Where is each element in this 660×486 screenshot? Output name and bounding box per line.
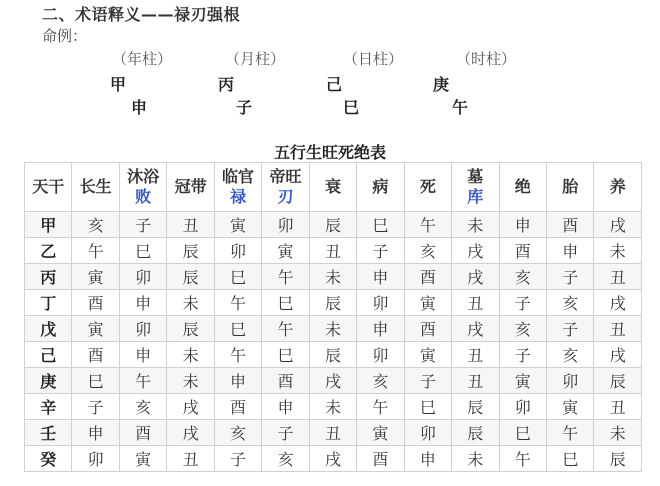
stem-cell: 乙 (25, 238, 72, 264)
table-cell: 戌 (452, 264, 499, 290)
table-cell: 卯 (119, 264, 166, 290)
header-main: 帝旺 (269, 167, 302, 186)
table-cell: 辰 (452, 394, 499, 420)
stem-cell: 辛 (25, 394, 72, 420)
table-cell: 寅 (214, 212, 261, 238)
pillar-label-hour: （时柱） (456, 50, 517, 68)
table-cell: 丑 (594, 316, 642, 342)
header-main: 沐浴 (127, 167, 160, 186)
table-cell: 子 (262, 420, 309, 446)
table-cell: 未 (594, 420, 642, 446)
table-cell: 申 (72, 420, 119, 446)
table-cell: 亥 (499, 264, 546, 290)
table-cell: 丑 (452, 290, 499, 316)
stem-cell: 庚 (25, 368, 72, 394)
table-cell: 午 (214, 290, 261, 316)
table-cell: 申 (262, 394, 309, 420)
pillar-stem-day: 己 (326, 75, 343, 94)
table-cell: 戌 (167, 420, 214, 446)
table-cell: 子 (404, 368, 451, 394)
table-cell: 寅 (404, 290, 451, 316)
table-row (25, 342, 642, 368)
header-cell (309, 163, 356, 212)
table-cell: 戌 (309, 368, 356, 394)
table-cell: 卯 (72, 446, 119, 472)
table-cell: 午 (214, 342, 261, 368)
example-label: 命例： (42, 27, 88, 45)
table-cell: 巳 (404, 394, 451, 420)
table-cell: 辰 (167, 316, 214, 342)
table-cell: 申 (357, 264, 404, 290)
header-cell (357, 163, 404, 212)
stem-cell: 甲 (25, 212, 72, 238)
table-cell: 巳 (214, 316, 261, 342)
header-sub: 败 (135, 187, 152, 206)
table-cell: 辰 (309, 342, 356, 368)
table-cell: 巳 (546, 446, 593, 472)
header-sub: 刃 (277, 187, 294, 206)
table-cell: 子 (357, 238, 404, 264)
pillar-branch-hour: 午 (452, 98, 469, 117)
table-cell: 亥 (119, 394, 166, 420)
table-cell: 丑 (452, 342, 499, 368)
table-cell: 丑 (594, 264, 642, 290)
header-main: 养 (609, 177, 626, 196)
table-cell: 亥 (262, 446, 309, 472)
table-cell: 戌 (452, 238, 499, 264)
pillar-label-month: （月柱） (225, 50, 286, 68)
header-main: 冠带 (174, 177, 207, 196)
table-cell: 丑 (594, 394, 642, 420)
table-cell: 寅 (262, 238, 309, 264)
table-cell: 亥 (357, 368, 404, 394)
table-cell: 丑 (452, 368, 499, 394)
header-main: 长生 (79, 177, 112, 196)
table-cell: 亥 (404, 238, 451, 264)
table-cell: 亥 (72, 212, 119, 238)
table-cell: 戌 (594, 290, 642, 316)
header-main: 临官 (222, 167, 255, 186)
pillar-branch-day: 巳 (343, 98, 360, 117)
table-cell: 辰 (167, 238, 214, 264)
table-cell: 卯 (214, 238, 261, 264)
table-cell: 子 (546, 316, 593, 342)
table-cell: 未 (452, 212, 499, 238)
pillar-label-year: （年柱） (112, 50, 173, 68)
table-cell: 丑 (309, 420, 356, 446)
table-cell: 申 (404, 446, 451, 472)
table-cell: 寅 (546, 394, 593, 420)
table-cell: 酉 (214, 394, 261, 420)
table-cell: 巳 (357, 212, 404, 238)
header-cell (594, 163, 642, 212)
table-row (25, 212, 642, 238)
header-row (25, 163, 642, 212)
header-main: 死 (419, 177, 436, 196)
header-main: 胎 (562, 177, 579, 196)
stem-cell: 丁 (25, 290, 72, 316)
table-row (25, 368, 642, 394)
header-cell (167, 163, 214, 212)
table-cell: 辰 (594, 368, 642, 394)
five-elements-table (24, 162, 642, 472)
table-cell: 巳 (262, 290, 309, 316)
table-cell: 亥 (214, 420, 261, 446)
table-cell: 申 (499, 212, 546, 238)
header-cell (452, 163, 499, 212)
table-cell: 未 (309, 394, 356, 420)
table-cell: 午 (119, 368, 166, 394)
table-cell: 戌 (452, 316, 499, 342)
table-cell: 午 (404, 212, 451, 238)
table-cell: 午 (546, 420, 593, 446)
table-cell: 亥 (499, 316, 546, 342)
table-cell: 卯 (404, 420, 451, 446)
table-cell: 辰 (452, 420, 499, 446)
table-cell: 酉 (404, 264, 451, 290)
table-cell: 寅 (72, 316, 119, 342)
table-row (25, 238, 642, 264)
header-cell (25, 163, 72, 212)
table-cell: 未 (167, 342, 214, 368)
table-cell: 寅 (404, 342, 451, 368)
table-cell: 辰 (309, 290, 356, 316)
header-cell (214, 163, 261, 212)
table-cell: 寅 (119, 446, 166, 472)
table-cell: 巳 (214, 264, 261, 290)
table-cell: 辰 (594, 446, 642, 472)
table-cell: 卯 (357, 342, 404, 368)
header-cell (72, 163, 119, 212)
table-cell: 酉 (262, 368, 309, 394)
table-cell: 丑 (167, 446, 214, 472)
table-cell: 戌 (309, 446, 356, 472)
header-cell (262, 163, 309, 212)
header-cell (404, 163, 451, 212)
header-main: 绝 (514, 177, 531, 196)
header-cell (119, 163, 166, 212)
table-cell: 寅 (499, 368, 546, 394)
header-sub: 库 (467, 187, 484, 206)
table-cell: 酉 (72, 342, 119, 368)
table-cell: 卯 (119, 316, 166, 342)
table-cell: 申 (119, 342, 166, 368)
table-cell: 午 (262, 264, 309, 290)
table-cell: 卯 (499, 394, 546, 420)
table-cell: 戌 (594, 342, 642, 368)
table-cell: 酉 (357, 446, 404, 472)
table-cell: 酉 (72, 290, 119, 316)
table-title: 五行生旺死绝表 (273, 143, 386, 162)
table-cell: 子 (214, 446, 261, 472)
header-cell (546, 163, 593, 212)
header-main: 墓 (467, 167, 484, 186)
header-main: 衰 (324, 177, 341, 196)
table-cell: 寅 (357, 420, 404, 446)
table-cell: 酉 (404, 316, 451, 342)
table-cell: 巳 (72, 368, 119, 394)
table-row (25, 446, 642, 472)
stem-cell: 丙 (25, 264, 72, 290)
table-cell: 亥 (546, 342, 593, 368)
stem-cell: 壬 (25, 420, 72, 446)
table-cell: 子 (72, 394, 119, 420)
table-cell: 未 (309, 316, 356, 342)
table-cell: 巳 (262, 342, 309, 368)
header-cell (499, 163, 546, 212)
pillar-stem-hour: 庚 (433, 75, 450, 94)
table-cell: 申 (357, 316, 404, 342)
table-cell: 申 (119, 290, 166, 316)
table-cell: 午 (72, 238, 119, 264)
table-cell: 子 (499, 290, 546, 316)
header-main: 病 (372, 177, 389, 196)
table-cell: 子 (499, 342, 546, 368)
table-cell: 未 (594, 238, 642, 264)
table-row (25, 420, 642, 446)
stem-cell: 己 (25, 342, 72, 368)
table-cell: 午 (357, 394, 404, 420)
table-row (25, 316, 642, 342)
table-cell: 辰 (167, 264, 214, 290)
pillar-stem-month: 丙 (218, 75, 235, 94)
table-cell: 酉 (499, 238, 546, 264)
table-cell: 子 (546, 264, 593, 290)
table-cell: 卯 (262, 212, 309, 238)
table-cell: 辰 (309, 212, 356, 238)
table-row (25, 264, 642, 290)
table-cell: 丑 (309, 238, 356, 264)
table-cell: 亥 (546, 290, 593, 316)
stem-cell: 癸 (25, 446, 72, 472)
table-cell: 酉 (119, 420, 166, 446)
table-cell: 午 (499, 446, 546, 472)
pillar-branch-year: 申 (131, 98, 148, 117)
table-cell: 卯 (357, 290, 404, 316)
table-cell: 午 (262, 316, 309, 342)
pillar-stem-year: 甲 (110, 75, 127, 94)
table-cell: 未 (309, 264, 356, 290)
table-cell: 申 (546, 238, 593, 264)
table-cell: 未 (452, 446, 499, 472)
section-title: 二、术语释义——禄刃强根 (42, 5, 241, 24)
table-cell: 巳 (119, 238, 166, 264)
stem-cell: 戊 (25, 316, 72, 342)
header-sub: 禄 (230, 187, 247, 206)
pillar-branch-month: 子 (236, 98, 253, 117)
table-cell: 巳 (499, 420, 546, 446)
table-cell: 子 (119, 212, 166, 238)
table-cell: 酉 (546, 212, 593, 238)
table-cell: 申 (214, 368, 261, 394)
table-cell: 丑 (167, 212, 214, 238)
table-cell: 未 (167, 290, 214, 316)
header-main: 天干 (32, 177, 65, 196)
table-row (25, 394, 642, 420)
table-cell: 戌 (167, 394, 214, 420)
table-body (25, 212, 642, 472)
pillar-label-day: （日柱） (343, 50, 404, 68)
table-row (25, 290, 642, 316)
table-cell: 卯 (546, 368, 593, 394)
table-cell: 未 (167, 368, 214, 394)
table-cell: 戌 (594, 212, 642, 238)
table-cell: 寅 (72, 264, 119, 290)
